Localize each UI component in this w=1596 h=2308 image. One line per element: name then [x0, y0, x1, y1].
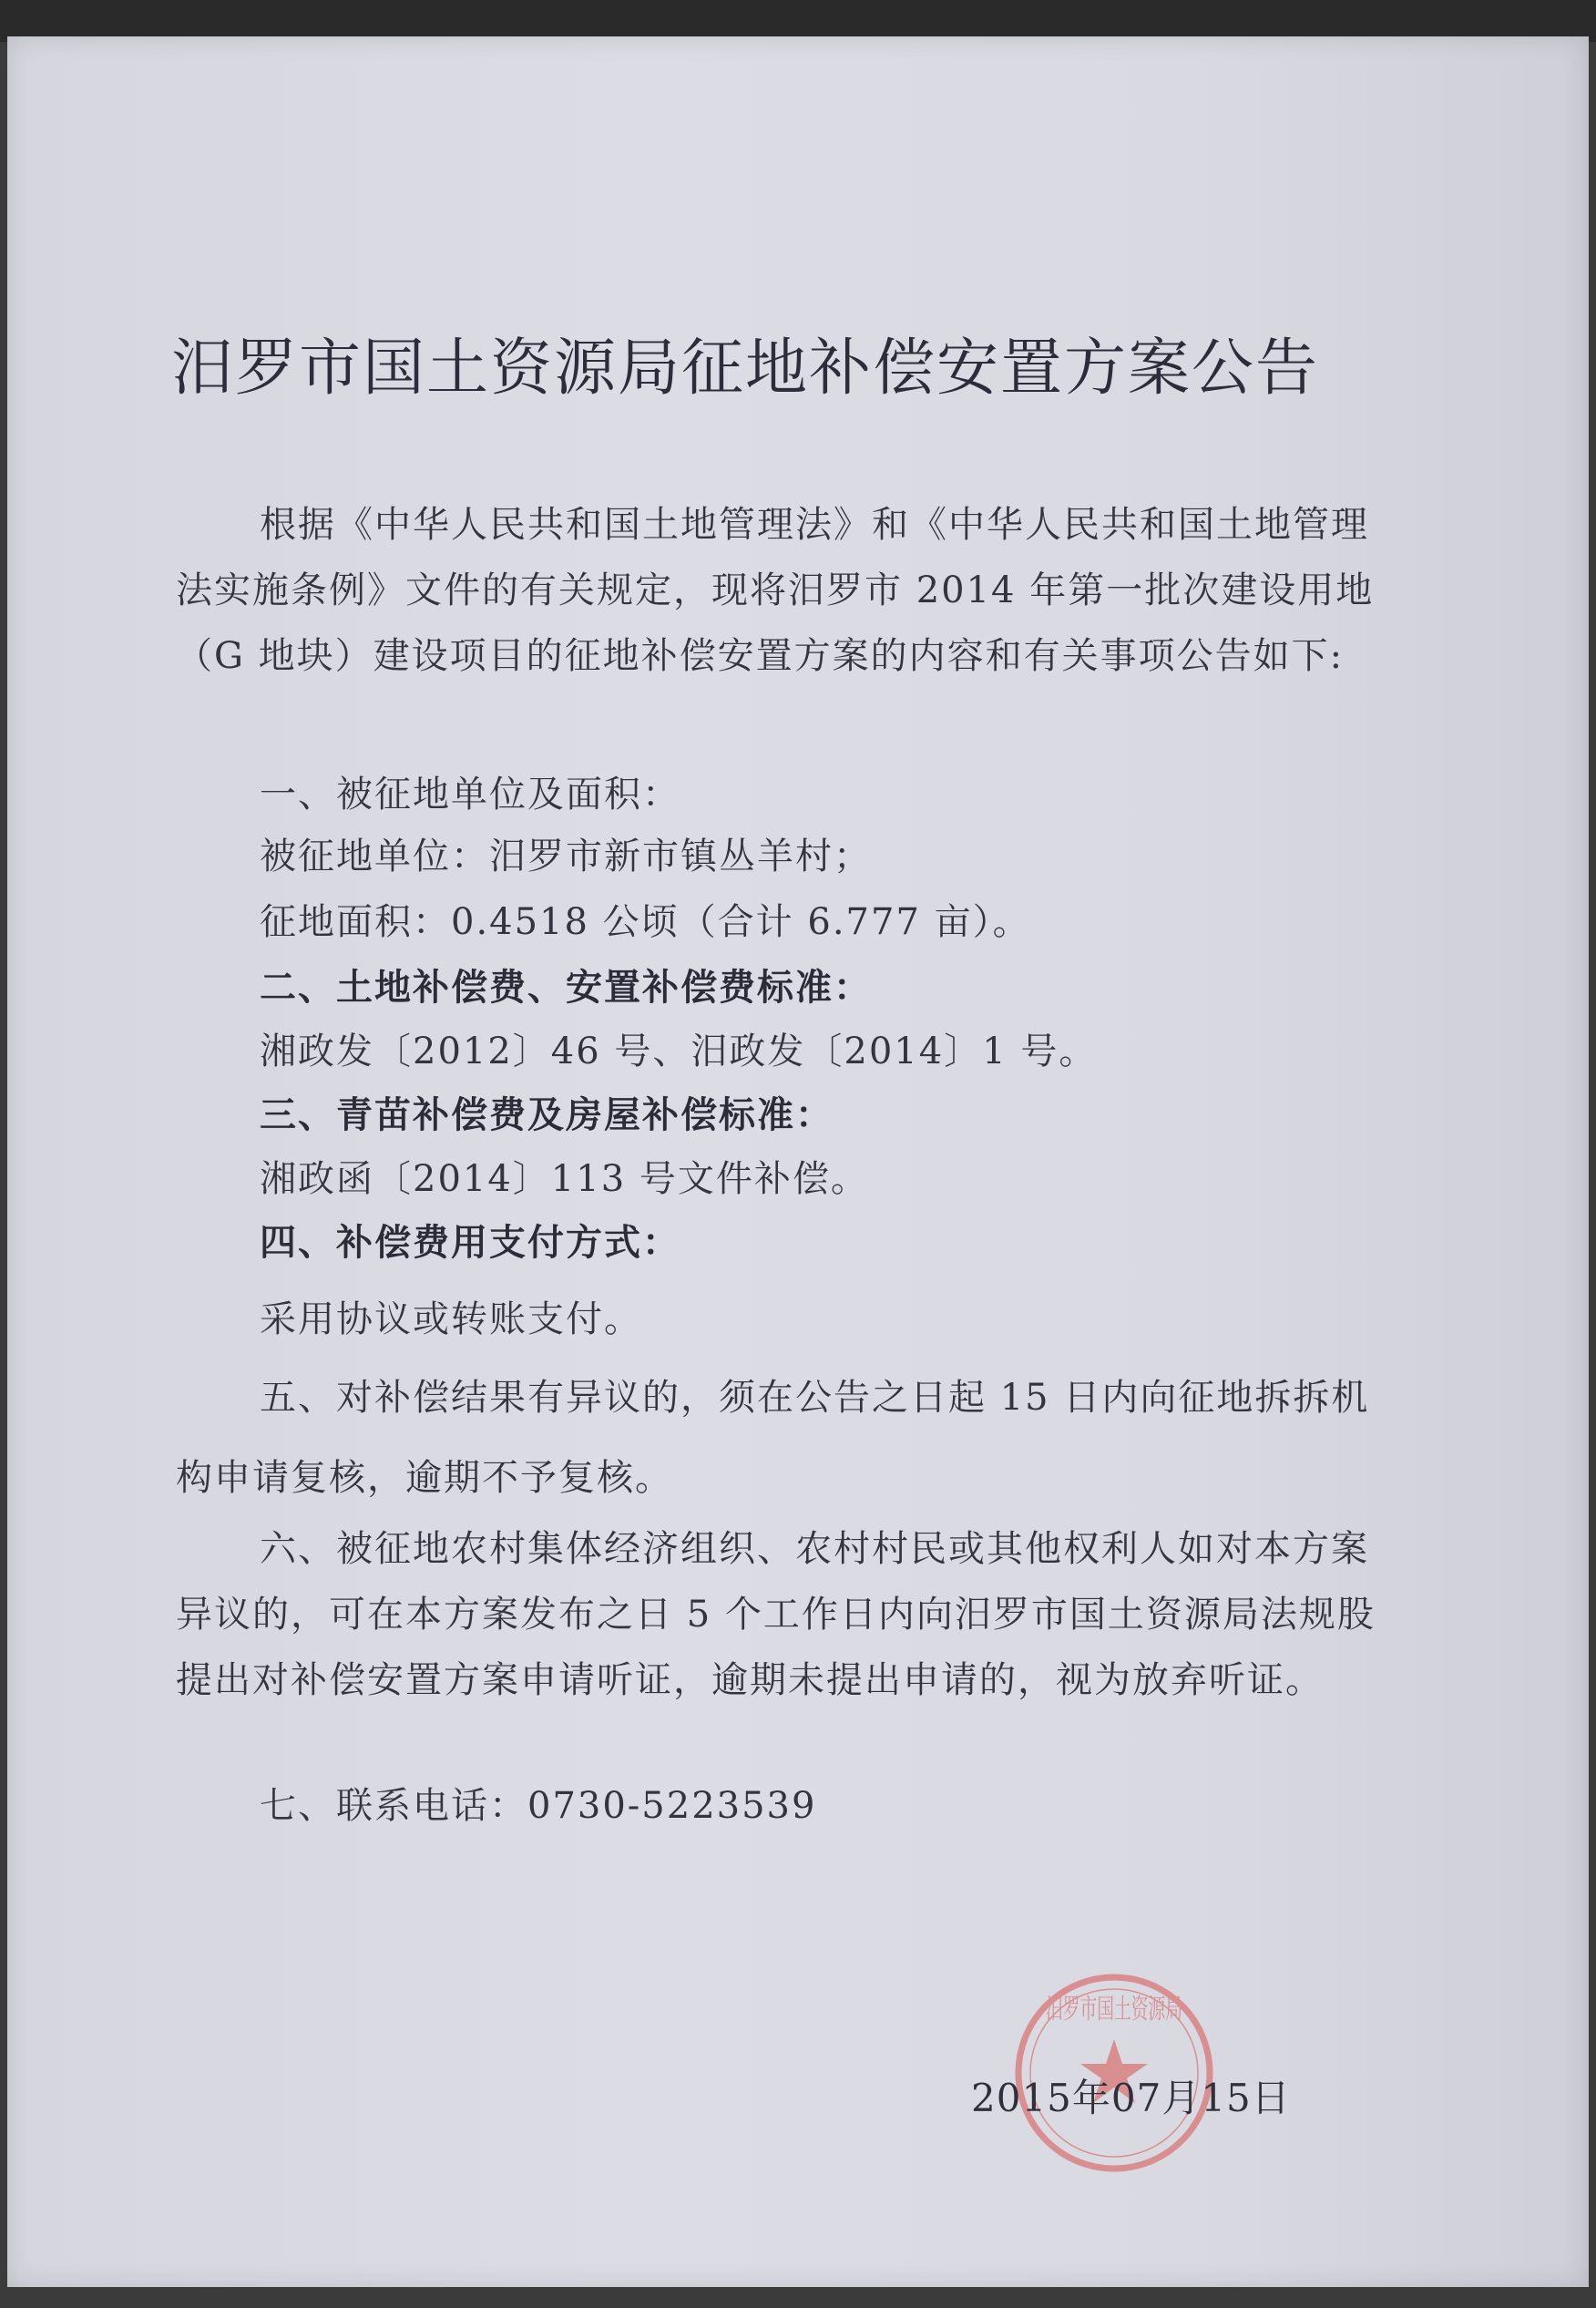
- section7-contact: 七、联系电话：0730-5223539: [260, 1785, 817, 1827]
- section2-heading: 二、土地补偿费、安置补偿费标准：: [260, 967, 872, 1009]
- section4-heading: 四、补偿费用支付方式：: [260, 1222, 680, 1264]
- seal-text: 汨罗市国土资源局: [1046, 1994, 1182, 2026]
- section1-area: 征地面积：0.4518 公顷（合计 6.777 亩）。: [260, 901, 1031, 943]
- section1-heading: 一、被征地单位及面积：: [260, 774, 680, 815]
- section1-unit: 被征地单位：汨罗市新市镇丛羊村；: [260, 836, 872, 877]
- section4-body: 采用协议或转账支付。: [260, 1298, 642, 1340]
- section3-heading: 三、青苗补偿费及房屋补偿标准：: [260, 1094, 834, 1136]
- intro-paragraph: 根据《中华人民共和国土地管理法》和《中华人民共和国土地管理法实施条例》文件的有关规定，现将汨罗市 2014 年第一批次建设用地（G 地块）建设项目的征地补偿安置方案的内容和有关事项公告如下:: [176, 504, 1375, 677]
- document-title: 汨罗市国土资源局征地补偿安置方案公告: [171, 333, 1320, 405]
- issue-date: 2015年07月15日: [971, 2076, 1291, 2120]
- section5-paragraph: 五、对补偿结果有异议的，须在公告之日起 15 日内向征地拆拆机构申请复核，逾期不予复核。: [176, 1377, 1370, 1499]
- section2-body: 湘政发〔2012〕46 号、汨政发〔2014〕1 号。: [260, 1031, 1098, 1072]
- section6-paragraph: 六、被征地农村集体经济组织、农村村民或其他权利人如对本方案异议的，可在本方案发布之日 5 个工作日内向汨罗市国土资源局法规股提出对补偿安置方案申请听证，逾期未提出申请的，视为放弃听证。: [176, 1528, 1376, 1701]
- document-page: [7, 36, 1589, 2287]
- section3-body: 湘政函〔2014〕113 号文件补偿。: [260, 1158, 869, 1200]
